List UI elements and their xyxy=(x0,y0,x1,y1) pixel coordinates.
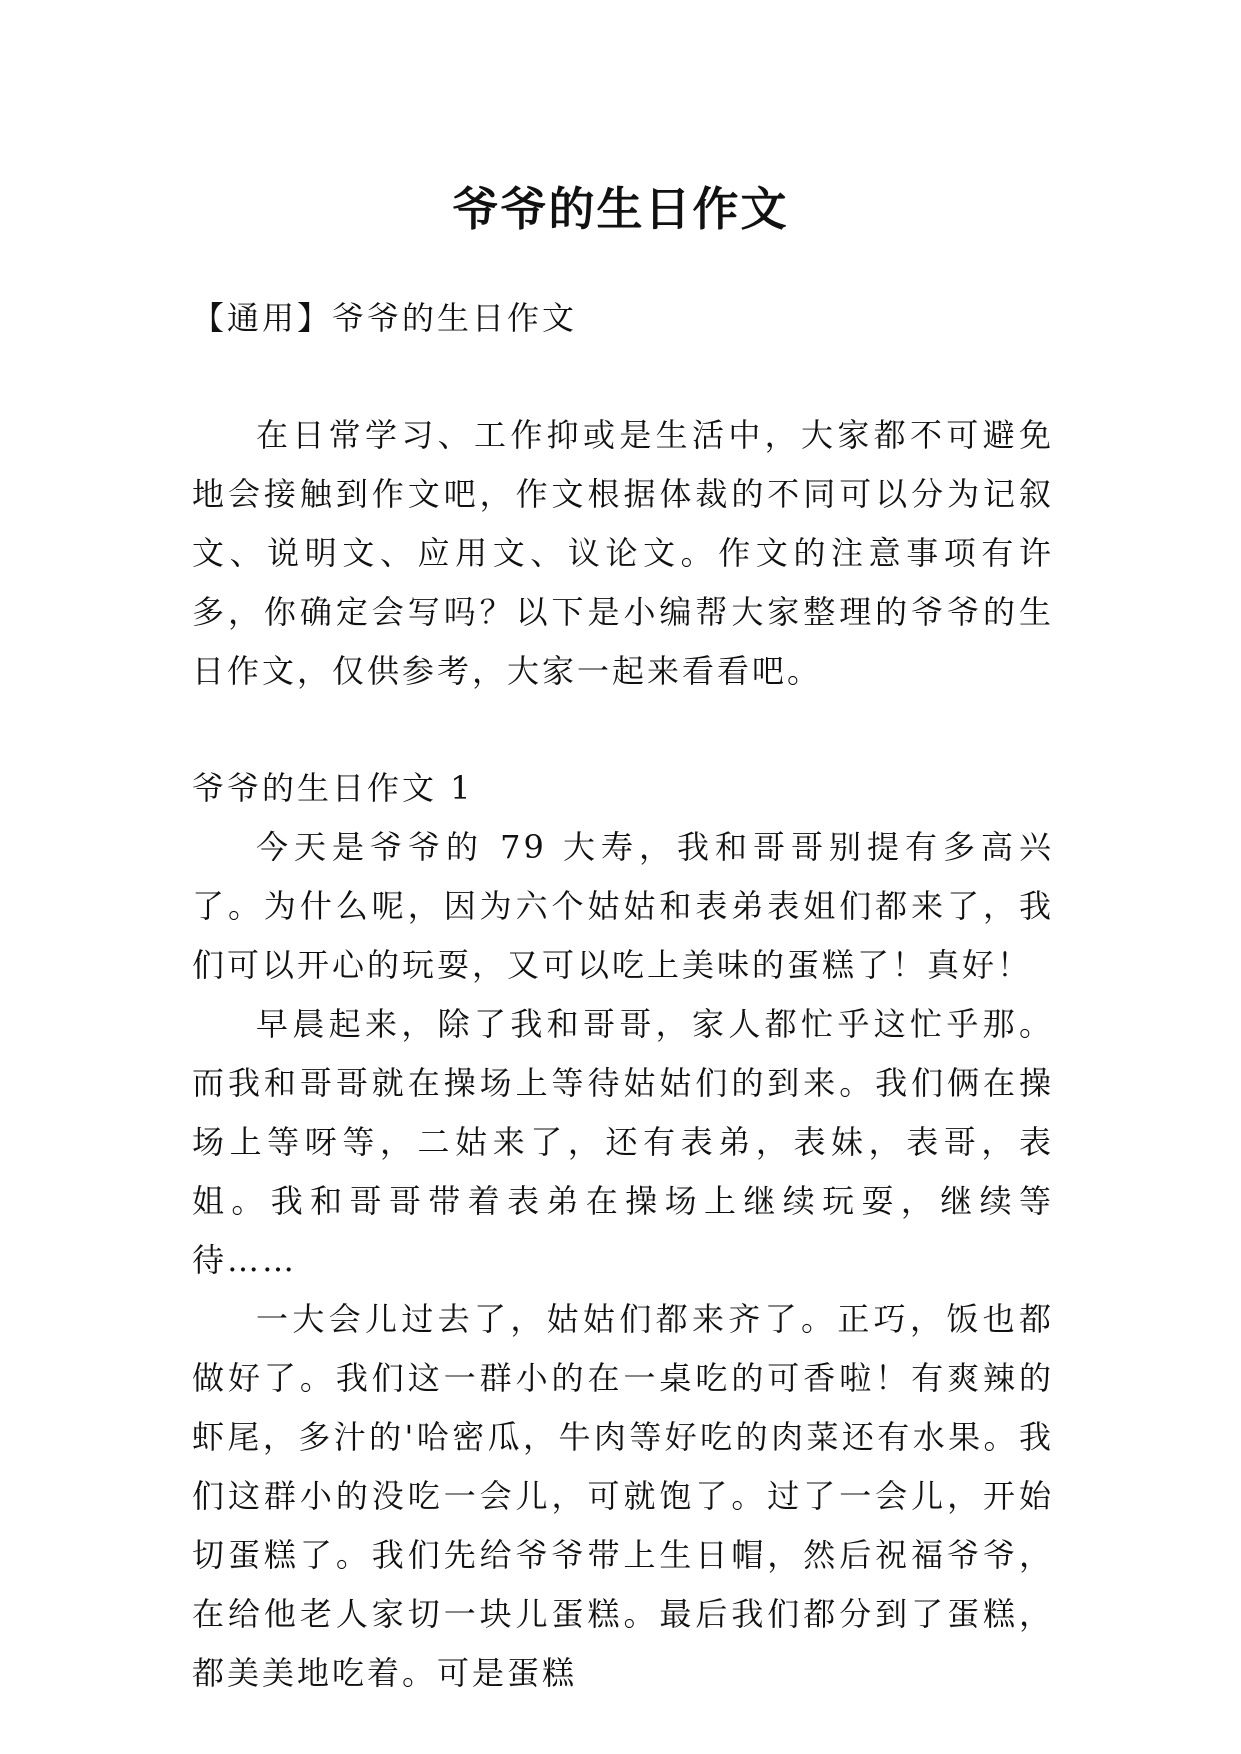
document-subtitle: 【通用】爷爷的生日作文 xyxy=(192,299,578,337)
document-title: 爷爷的生日作文 xyxy=(452,181,789,236)
intro-paragraph: 在日常学习、工作抑或是生活中，大家都不可避免地会接触到作文吧，作文根据体裁的不同可以分为记叙文、说明文、应用文、议论文。作文的注意事项有许多，你确定会写吗？以下是小编帮大家整理的爷爷的生日作文，仅供参考，大家一起来看看吧。 xyxy=(192,416,1054,690)
document-body xyxy=(192,288,1054,1703)
body-paragraph: 早晨起来，除了我和哥哥，家人都忙乎这忙乎那。而我和哥哥就在操场上等待姑姑们的到来。我们俩在操场上等呀等，二姑来了，还有表弟，表妹，表哥，表姐。我和哥哥带着表弟在操场上继续玩耍，继续等待…… xyxy=(192,1005,1054,1279)
section-heading: 爷爷的生日作文 1 xyxy=(192,769,474,807)
body-paragraph: 一大会儿过去了，姑姑们都来齐了。正巧，饭也都做好了。我们这一群小的在一桌吃的可香啦！有爽辣的虾尾，多汁的'哈密瓜，牛肉等好吃的肉菜还有水果。我们这群小的没吃一会儿，可就饱了。过了一会儿，开始切蛋糕了。我们先给爷爷带上生日帽，然后祝福爷爷，在给他老人家切一块儿蛋糕。最后我们都分到了蛋糕，都美美地吃着。可是蛋糕 xyxy=(192,1300,1054,1692)
body-paragraph: 今天是爷爷的 79 大寿，我和哥哥别提有多高兴了。为什么呢，因为六个姑姑和表弟表姐们都来了，我们可以开心的玩耍，又可以吃上美味的蛋糕了！真好！ xyxy=(192,828,1054,984)
